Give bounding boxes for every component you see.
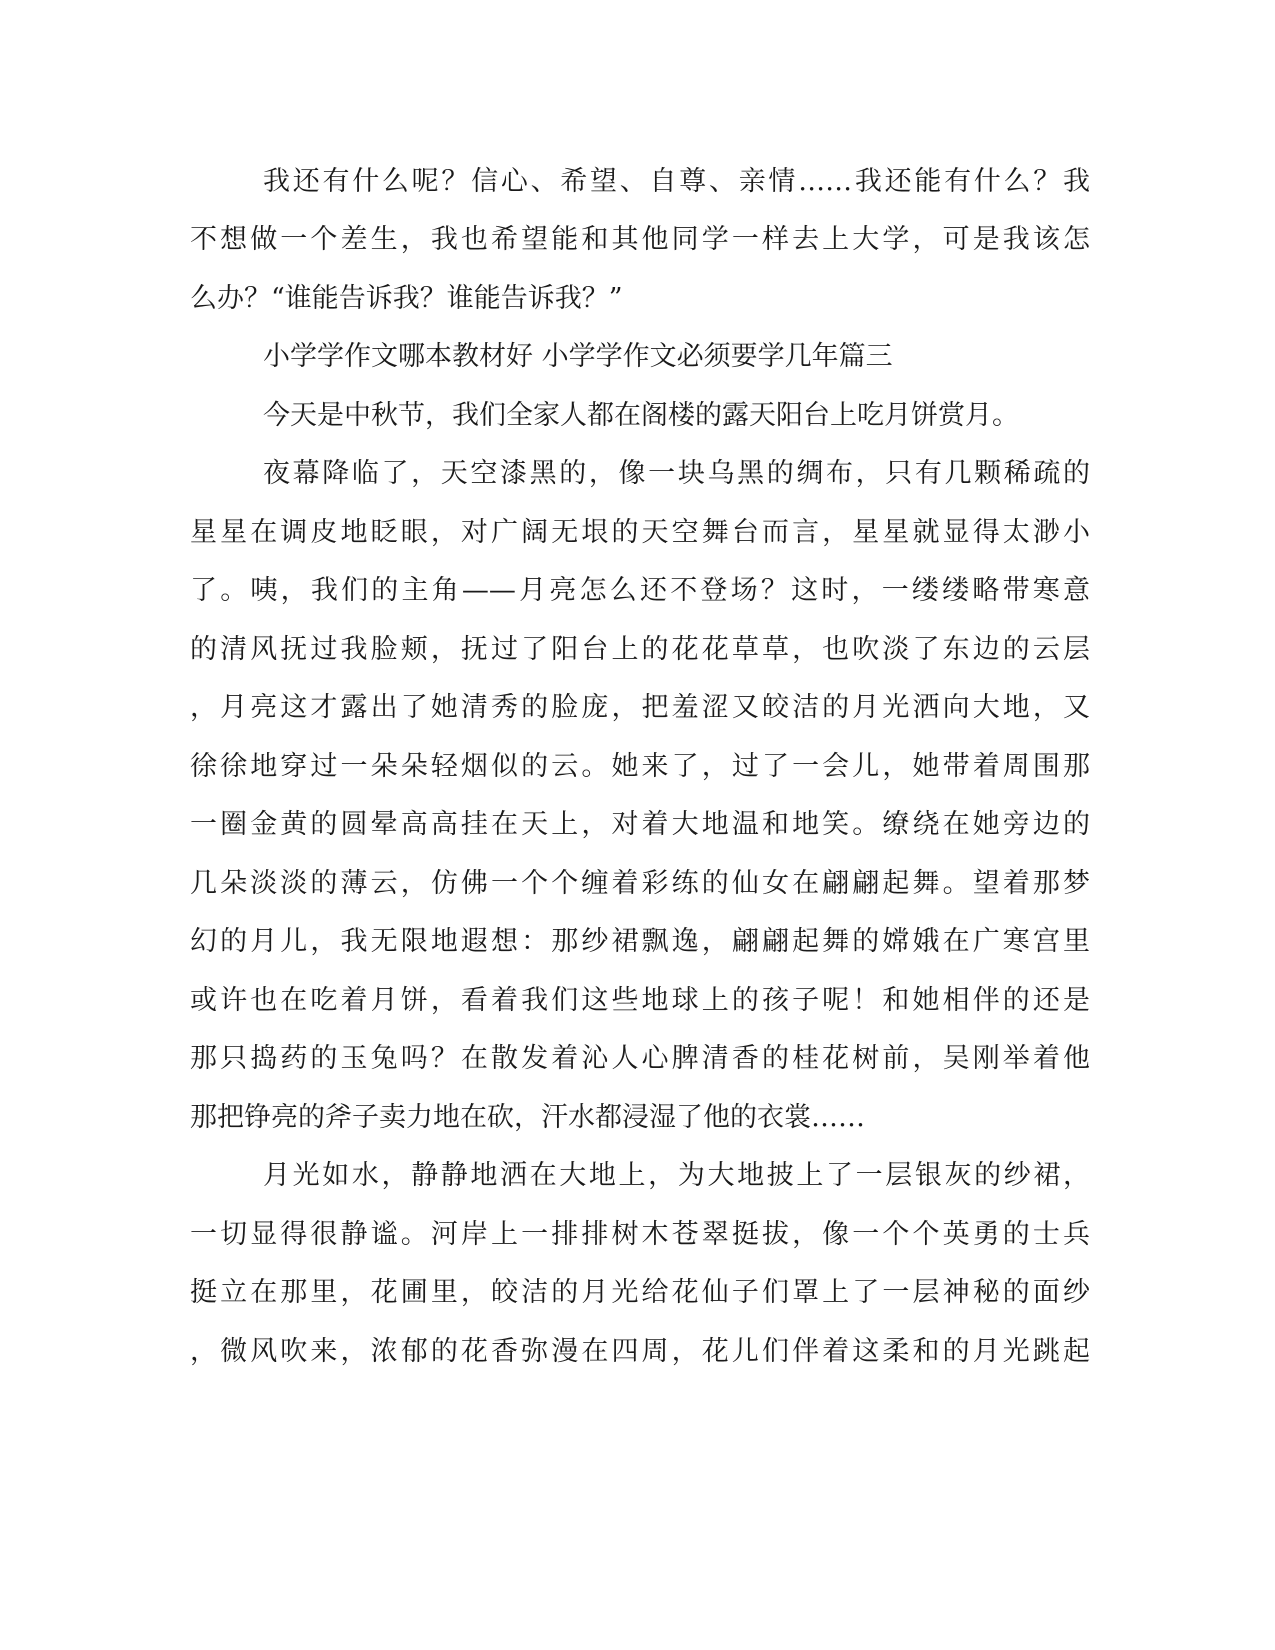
text-line: 那把铮亮的斧子卖力地在砍，汗水都浸湿了他的衣裳…… — [190, 1102, 865, 1133]
text-line: 一切显得很静谧。河岸上一排排树木苍翠挺拔，像一个个英勇的士兵 — [190, 1219, 1090, 1250]
text-line: 了。咦，我们的主角——月亮怎么还不登场？这时，一缕缕略带寒意 — [190, 575, 1090, 606]
text-line: 我还有什么呢？信心、希望、自尊、亲情……我还能有什么？我 — [263, 166, 1090, 197]
text-line: 挺立在那里，花圃里，皎洁的月光给花仙子们罩上了一层神秘的面纱 — [190, 1277, 1090, 1308]
text-line: 或许也在吃着月饼，看着我们这些地球上的孩子呢！和她相伴的还是 — [190, 985, 1090, 1016]
text-line: 徐徐地穿过一朵朵轻烟似的云。她来了，过了一会儿，她带着周围那 — [190, 751, 1090, 782]
text-line: 夜幕降临了，天空漆黑的，像一块乌黑的绸布，只有几颗稀疏的 — [263, 458, 1090, 489]
text-line: ，月亮这才露出了她清秀的脸庞，把羞涩又皎洁的月光洒向大地，又 — [190, 692, 1090, 723]
text-line: 月光如水，静静地洒在大地上，为大地披上了一层银灰的纱裙， — [263, 1160, 1090, 1191]
text-line: 星星在调皮地眨眼，对广阔无垠的天空舞台而言，星星就显得太渺小 — [190, 517, 1090, 548]
text-line: 一圈金黄的圆晕高高挂在天上，对着大地温和地笑。缭绕在她旁边的 — [190, 809, 1090, 840]
text-line: 幻的月儿，我无限地遐想：那纱裙飘逸，翩翩起舞的嫦娥在广寒宫里 — [190, 926, 1090, 957]
text-line: ，微风吹来，浓郁的花香弥漫在四周，花儿们伴着这柔和的月光跳起 — [190, 1336, 1090, 1367]
text-line: 今天是中秋节，我们全家人都在阁楼的露天阳台上吃月饼赏月。 — [263, 400, 1019, 431]
text-line: 几朵淡淡的薄云，仿佛一个个缠着彩练的仙女在翩翩起舞。望着那梦 — [190, 868, 1090, 899]
text-line: 么办？“谁能告诉我？谁能告诉我？” — [190, 283, 623, 314]
text-line: 的清风抚过我脸颊，抚过了阳台上的花花草草，也吹淡了东边的云层 — [190, 634, 1090, 665]
text-line: 那只捣药的玉兔吗？在散发着沁人心脾清香的桂花树前，吴刚举着他 — [190, 1043, 1090, 1074]
section-heading: 小学学作文哪本教材好 小学学作文必须要学几年篇三 — [263, 341, 893, 372]
text-line: 不想做一个差生，我也希望能和其他同学一样去上大学，可是我该怎 — [190, 224, 1090, 255]
